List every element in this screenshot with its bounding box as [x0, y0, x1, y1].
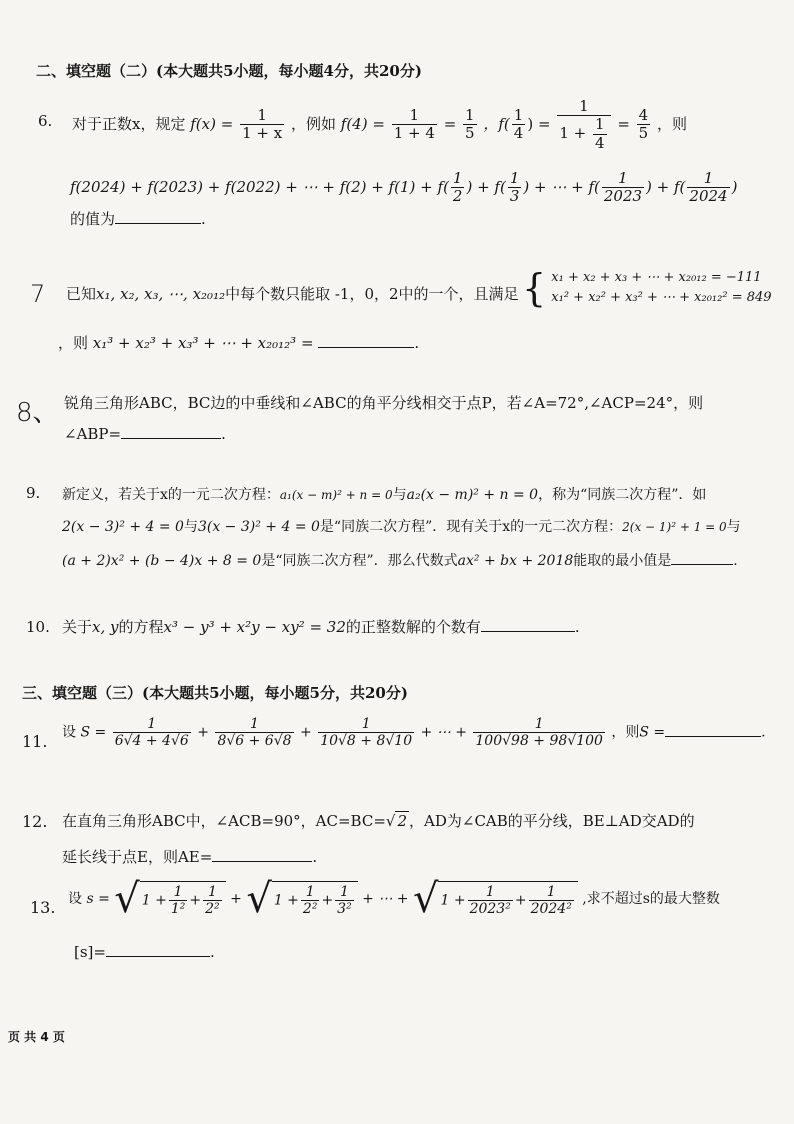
q7-tail-expr: x₁³ + x₂³ + x₃³ + ⋯ + x₂₀₁₂³ = — [92, 334, 314, 352]
q6-value1: $\frac{1}{5}$ — [465, 106, 475, 143]
q7-eq1: x₁ + x₂ + x₃ + ⋯ + x₂₀₁₂ = −111 — [551, 270, 762, 285]
q6-number: 6. — [38, 112, 53, 130]
q7-system: { x₁ + x₂ + x₃ + ⋯ + x₂₀₁₂ = −111 x₁² + x₂² + x₃² + ⋯ + x₂₀₁₂² = 849 — [522, 266, 772, 310]
q6-f-fraction: $\frac{1}{1 + x}$ — [242, 106, 283, 143]
q11-answer-blank[interactable] — [665, 722, 761, 737]
q6-then: ，则 — [657, 114, 688, 133]
q6-f14-suffix: ) = — [527, 114, 551, 133]
q6-f4: f(4) = — [340, 114, 385, 133]
page-footer: 页 共 4 页 — [8, 1030, 65, 1044]
q7-vars: x₁, x₂, x₃, ⋯, x₂₀₁₂ — [96, 285, 226, 303]
q6-tail: 的值为 . — [70, 210, 206, 228]
q12-line2: 延长线于点E，则AE= . — [62, 848, 318, 866]
section-3-title: 三、填空题（三）(本大题共5小题，每小题5分，共20分) — [22, 684, 408, 702]
q9-answer-blank[interactable] — [671, 550, 733, 565]
q11-number: 11. — [22, 732, 48, 751]
q10-answer-blank[interactable] — [481, 617, 575, 632]
q12-number: 12. — [22, 812, 48, 831]
q8-tail: ∠ABP= . — [64, 425, 226, 443]
q6-eq-sign: = — [443, 114, 457, 133]
q6-text: 对于正数x，规定 — [72, 114, 186, 133]
q8-answer-blank[interactable] — [121, 424, 221, 439]
q7-eq2: x₁² + x₂² + x₃² + ⋯ + x₂₀₁₂² = 849 — [551, 290, 772, 305]
section-2-title: 二、填空题（二）(本大题共5小题，每小题4分，共20分) — [36, 62, 422, 80]
q7-text-b: 中每个数只能取 -1，0，2中的一个，且满足 — [225, 285, 519, 303]
q8-number: 8、 — [16, 398, 59, 428]
q13-number: 13. — [30, 898, 56, 917]
q6-f4-fraction: $\frac{1}{1 + 4}$ — [393, 106, 435, 143]
q6-answer-blank[interactable] — [115, 209, 201, 224]
q7-tail: ，则 x₁³ + x₂³ + x₃³ + ⋯ + x₂₀₁₂³ = . — [58, 334, 420, 352]
q6-value3: $\frac{4}{5}$ — [638, 106, 649, 143]
q9-line2: 2(x − 3)² + 4 = 0与3(x − 3)² + 4 = 0是“同族二次方程”．现有关于x的一元二次方程：2(x − 1)² + 1 = 0与 — [62, 519, 741, 535]
q9-line3: (a + 2)x² + (b − 4)x + 8 = 0是“同族二次方程”．那么代数式ax² + bx + 2018能取的最小值是 . — [62, 550, 738, 570]
q12-answer-blank[interactable] — [212, 847, 312, 862]
q6-example-label: ，例如 — [290, 114, 336, 133]
q13-answer-blank[interactable] — [106, 942, 210, 957]
q6-tail-text: 的值为 — [70, 210, 116, 228]
q6-f-def: f(x) = — [190, 114, 234, 133]
q10-number: 10. — [26, 618, 50, 636]
q6-value2: 1 1 + $\frac{1}{4}$ — [557, 98, 610, 152]
q8-text: 锐角三角形ABC，BC边的中垂线和∠ABC的角平分线相交于点P，若∠A=72°,∠ACP=24°，则 — [64, 394, 704, 412]
q7-line1 — [66, 283, 519, 304]
q6-expression: f(2024) + f(2023) + f(2022) + ⋯ + f(2) + f(1) + f( $\frac{1}{2}$ ) + f( $\frac{1}{3}$ ) + ⋯ + f( $\frac{1}{2023}$ ) + f( $\frac{1}{2024}$ ) — [70, 169, 738, 206]
q6-eq-sign-2: = — [617, 114, 630, 133]
q10-line: 关于x, y的方程x³ − y³ + x²y − xy² = 32的正整数解的个数有 . — [62, 618, 580, 636]
q12-line1: 在直角三角形ABC中，∠ACB=90°，AC=BC=√ 2 ，AD为∠CAB的平分线，BE⊥AD交AD的 — [62, 812, 695, 830]
q6-f14-arg: $\frac{1}{4}$ — [513, 106, 524, 143]
q13-expression: 设 s = √ 1 + $\frac{1}{\text{1²}}$ + $\frac{1}{\text{2²}}$ + √ 1 + $\frac{1}{\text{2²}}$ + $\frac{1}{\text{3²}}$ + ⋯ + √ 1 + $\frac{1}{\text{2023²}}$ + $\frac{1}{\text{2024²}}$ ,求不超过s的最大整数 — [68, 876, 720, 922]
q11-expression: 设 S = $\frac{1}{6√4 + 4√6}$ + $\frac{1}{8√6 + 6√8}$ + $\frac{1}{10√8 + 8√10}$ + ⋯ + $\frac{1}{100√98 + 98√100}$ ，则S = . — [62, 716, 766, 750]
q7-answer-blank[interactable] — [318, 333, 414, 348]
q9-line1: 新定义，若关于x的一元二次方程：a₁(x − m)² + n = 0与a₂(x − m)² + n = 0，称为“同族二次方程”．如 — [62, 487, 707, 503]
q7-tail-prefix: ，则 — [58, 334, 89, 352]
q7-number: 7 — [30, 280, 46, 308]
q9-number: 9. — [26, 484, 41, 502]
q13-line2: [s]= . — [74, 943, 215, 961]
q6-line1 — [72, 98, 687, 152]
q6-f14-prefix: ，f( — [483, 114, 510, 133]
q7-text-a: 已知 — [66, 285, 97, 303]
q8-tail-text: ∠ABP= — [64, 425, 122, 443]
